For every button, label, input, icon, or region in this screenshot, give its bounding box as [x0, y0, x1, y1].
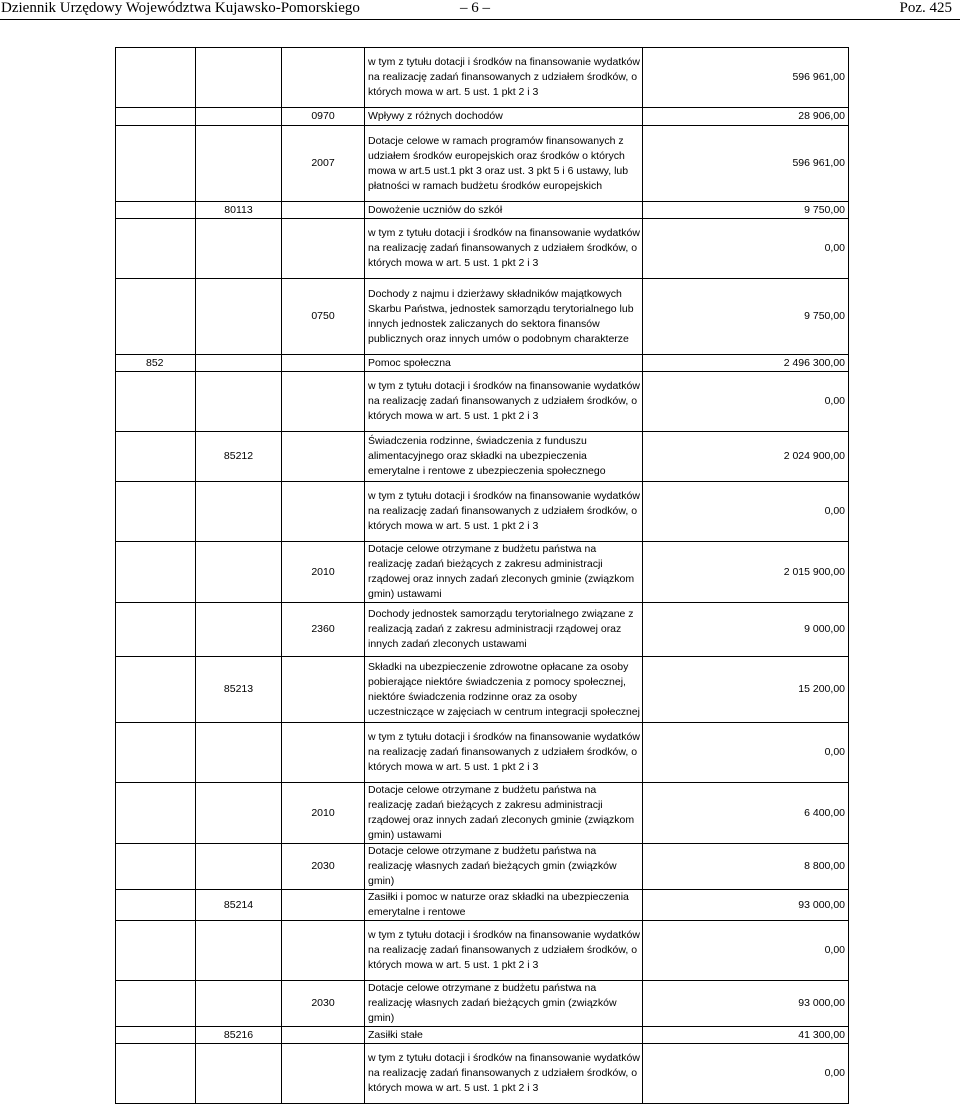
table-row [116, 48, 849, 108]
description-cell: w tym z tytułu dotacji i środków na finansowanie wydatków na realizację zadań finansowanych z udziałem środków, o których mowa w art. 5 ust. 1 pkt 2 i 3 [365, 921, 643, 981]
amount-cell: 9 750,00 [643, 279, 849, 355]
paragraf-cell [282, 482, 365, 542]
description-cell: Dotacje celowe w ramach programów finansowanych z udziałem środków europejskich oraz środków o których mowa w art.5 ust.1 pkt 3 oraz ust. 3 pkt 5 i 6 ustawy, lub płatności w ramach budżetu środków europejskich [365, 126, 643, 202]
budget-income-table [115, 47, 849, 1104]
dzial-cell [116, 126, 196, 202]
table-row [116, 355, 849, 372]
amount-cell: 0,00 [643, 1044, 849, 1104]
rozdzial-cell [196, 126, 282, 202]
rozdzial-cell [196, 723, 282, 783]
paragraf-cell [282, 202, 365, 219]
description-cell: Wpływy z różnych dochodów [365, 108, 643, 126]
paragraf-cell [282, 890, 365, 921]
rozdzial-cell [196, 372, 282, 432]
position-number: Poz. 425 [899, 0, 952, 16]
dzial-cell [116, 603, 196, 657]
paragraf-cell: 2030 [282, 844, 365, 890]
journal-title: Dziennik Urzędowy Województwa Kujawsko-Pomorskiego [1, 0, 360, 16]
description-cell: Dotacje celowe otrzymane z budżetu państwa na realizację własnych zadań bieżących gmin (związków gmin) [365, 844, 643, 890]
budget-table-body [116, 48, 849, 1104]
amount-cell: 2 015 900,00 [643, 542, 849, 603]
paragraf-cell [282, 657, 365, 723]
paragraf-cell [282, 432, 365, 482]
rozdzial-cell [196, 981, 282, 1027]
amount-cell: 41 300,00 [643, 1027, 849, 1044]
table-row [116, 126, 849, 202]
description-cell: w tym z tytułu dotacji i środków na finansowanie wydatków na realizację zadań finansowanych z udziałem środków, o których mowa w art. 5 ust. 1 pkt 2 i 3 [365, 372, 643, 432]
dzial-cell [116, 844, 196, 890]
description-cell: Dotacje celowe otrzymane z budżetu państwa na realizację zadań bieżących z zakresu administracji rządowej oraz innych zadań zleconych gminie (związkom gmin) ustawami [365, 783, 643, 844]
description-cell: Dochody z najmu i dzierżawy składników majątkowych Skarbu Państwa, jednostek samorządu terytorialnego lub innych jednostek zaliczanych do sektora finansów publicznych oraz innych umów o podobnym charakterze [365, 279, 643, 355]
rozdzial-cell [196, 1044, 282, 1104]
rozdzial-cell [196, 482, 282, 542]
table-row [116, 657, 849, 723]
dzial-cell [116, 432, 196, 482]
rozdzial-cell: 85216 [196, 1027, 282, 1044]
paragraf-cell [282, 372, 365, 432]
amount-cell: 2 496 300,00 [643, 355, 849, 372]
paragraf-cell: 2360 [282, 603, 365, 657]
rozdzial-cell [196, 355, 282, 372]
description-cell: Zasiłki stałe [365, 1027, 643, 1044]
paragraf-cell: 2010 [282, 542, 365, 603]
table-row [116, 603, 849, 657]
paragraf-cell: 2030 [282, 981, 365, 1027]
dzial-cell [116, 372, 196, 432]
description-cell: Dotacje celowe otrzymane z budżetu państwa na realizację zadań bieżących z zakresu administracji rządowej oraz innych zadań zleconych gminie (związkom gmin) ustawami [365, 542, 643, 603]
dzial-cell: 852 [116, 355, 196, 372]
description-cell: Składki na ubezpieczenie zdrowotne opłacane za osoby pobierające niektóre świadczenia z pomocy społecznej, niektóre świadczenia rodzinne oraz za osoby uczestniczące w zajęciach w centrum integracji społecznej [365, 657, 643, 723]
rozdzial-cell [196, 219, 282, 279]
amount-cell: 8 800,00 [643, 844, 849, 890]
paragraf-cell: 0750 [282, 279, 365, 355]
dzial-cell [116, 723, 196, 783]
paragraf-cell [282, 48, 365, 108]
amount-cell: 596 961,00 [643, 126, 849, 202]
table-row [116, 432, 849, 482]
dzial-cell [116, 981, 196, 1027]
dzial-cell [116, 1044, 196, 1104]
description-cell: Zasiłki i pomoc w naturze oraz składki na ubezpieczenia emerytalne i rentowe [365, 890, 643, 921]
rozdzial-cell [196, 783, 282, 844]
amount-cell: 0,00 [643, 921, 849, 981]
amount-cell: 9 000,00 [643, 603, 849, 657]
amount-cell: 0,00 [643, 723, 849, 783]
amount-cell: 9 750,00 [643, 202, 849, 219]
header-rule [0, 19, 960, 20]
table-row [116, 921, 849, 981]
description-cell: w tym z tytułu dotacji i środków na finansowanie wydatków na realizację zadań finansowanych z udziałem środków, o których mowa w art. 5 ust. 1 pkt 2 i 3 [365, 219, 643, 279]
description-cell: w tym z tytułu dotacji i środków na finansowanie wydatków na realizację zadań finansowanych z udziałem środków, o których mowa w art. 5 ust. 1 pkt 2 i 3 [365, 482, 643, 542]
paragraf-cell [282, 723, 365, 783]
dzial-cell [116, 1027, 196, 1044]
table-row [116, 482, 849, 542]
amount-cell: 2 024 900,00 [643, 432, 849, 482]
rozdzial-cell [196, 48, 282, 108]
amount-cell: 6 400,00 [643, 783, 849, 844]
description-cell: Świadczenia rodzinne, świadczenia z funduszu alimentacyjnego oraz składki na ubezpieczenia emerytalne i rentowe z ubezpieczenia społecznego [365, 432, 643, 482]
description-cell: Dochody jednostek samorządu terytorialnego związane z realizacją zadań z zakresu administracji rządowej oraz innych zadań zleconych ustawami [365, 603, 643, 657]
dzial-cell [116, 482, 196, 542]
paragraf-cell [282, 355, 365, 372]
dzial-cell [116, 783, 196, 844]
paragraf-cell: 0970 [282, 108, 365, 126]
rozdzial-cell [196, 279, 282, 355]
description-cell: Dowożenie uczniów do szkół [365, 202, 643, 219]
dzial-cell [116, 542, 196, 603]
paragraf-cell: 2010 [282, 783, 365, 844]
table-row [116, 279, 849, 355]
amount-cell: 15 200,00 [643, 657, 849, 723]
dzial-cell [116, 890, 196, 921]
paragraf-cell [282, 921, 365, 981]
dzial-cell [116, 279, 196, 355]
amount-cell: 596 961,00 [643, 48, 849, 108]
rozdzial-cell [196, 542, 282, 603]
amount-cell: 28 906,00 [643, 108, 849, 126]
rozdzial-cell: 85214 [196, 890, 282, 921]
rozdzial-cell [196, 108, 282, 126]
rozdzial-cell [196, 844, 282, 890]
amount-cell: 0,00 [643, 482, 849, 542]
amount-cell: 93 000,00 [643, 890, 849, 921]
table-row [116, 1044, 849, 1104]
rozdzial-cell: 80113 [196, 202, 282, 219]
table-row [116, 542, 849, 603]
paragraf-cell [282, 219, 365, 279]
rozdzial-cell [196, 921, 282, 981]
paragraf-cell [282, 1044, 365, 1104]
dzial-cell [116, 108, 196, 126]
description-cell: Pomoc społeczna [365, 355, 643, 372]
amount-cell: 0,00 [643, 372, 849, 432]
table-row [116, 372, 849, 432]
table-row [116, 890, 849, 921]
dzial-cell [116, 921, 196, 981]
dzial-cell [116, 657, 196, 723]
paragraf-cell: 2007 [282, 126, 365, 202]
paragraf-cell [282, 1027, 365, 1044]
table-row [116, 108, 849, 126]
rozdzial-cell: 85212 [196, 432, 282, 482]
dzial-cell [116, 219, 196, 279]
dzial-cell [116, 202, 196, 219]
dzial-cell [116, 48, 196, 108]
page-number: – 6 – [460, 0, 490, 16]
table-row [116, 1027, 849, 1044]
table-row [116, 202, 849, 219]
table-row [116, 844, 849, 890]
table-row [116, 981, 849, 1027]
rozdzial-cell [196, 603, 282, 657]
description-cell: Dotacje celowe otrzymane z budżetu państwa na realizację własnych zadań bieżących gmin (związków gmin) [365, 981, 643, 1027]
description-cell: w tym z tytułu dotacji i środków na finansowanie wydatków na realizację zadań finansowanych z udziałem środków, o których mowa w art. 5 ust. 1 pkt 2 i 3 [365, 1044, 643, 1104]
amount-cell: 93 000,00 [643, 981, 849, 1027]
table-row [116, 219, 849, 279]
description-cell: w tym z tytułu dotacji i środków na finansowanie wydatków na realizację zadań finansowanych z udziałem środków, o których mowa w art. 5 ust. 1 pkt 2 i 3 [365, 723, 643, 783]
amount-cell: 0,00 [643, 219, 849, 279]
rozdzial-cell: 85213 [196, 657, 282, 723]
page-header [0, 0, 960, 22]
table-row [116, 783, 849, 844]
description-cell: w tym z tytułu dotacji i środków na finansowanie wydatków na realizację zadań finansowanych z udziałem środków, o których mowa w art. 5 ust. 1 pkt 2 i 3 [365, 48, 643, 108]
table-row [116, 723, 849, 783]
